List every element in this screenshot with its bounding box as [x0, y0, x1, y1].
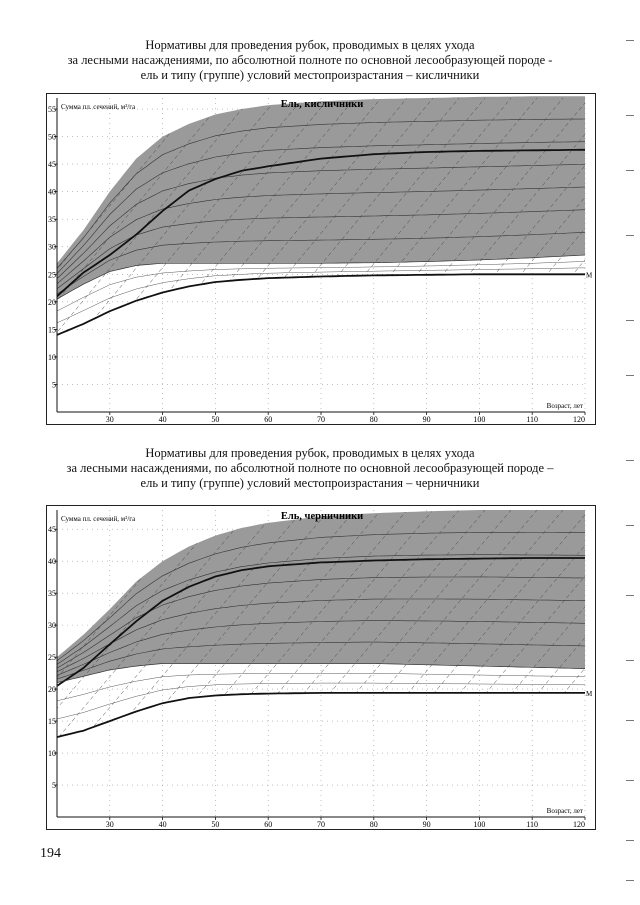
y-tick-label: 25 — [48, 270, 56, 280]
x-tick-label: 40 — [158, 820, 167, 829]
y-tick-label: 45 — [48, 525, 56, 535]
y-tick-label: 25 — [48, 653, 56, 663]
heading-1-line-2: за лесными насаждениями, по абсолютной полноте по основной лесообразующей породе - — [67, 53, 553, 67]
x-tick-label: 50 — [211, 415, 220, 424]
y-tick-label: 5 — [52, 380, 56, 390]
x-tick-label: 110 — [526, 415, 539, 424]
y-tick-label: 15 — [48, 717, 56, 727]
chart-kislichniki — [46, 93, 596, 425]
x-tick-label: 70 — [317, 415, 325, 424]
x-axis-label: Возраст, лет — [546, 807, 583, 815]
y-tick-label: 30 — [48, 621, 56, 631]
y-tick-label: 30 — [48, 242, 56, 252]
family-curve-lower — [57, 673, 585, 701]
min-curve-marker: M — [586, 689, 593, 698]
y-tick-label: 35 — [48, 589, 56, 599]
y-tick-label: 35 — [48, 215, 56, 225]
hatch-line — [589, 98, 595, 412]
y-tick-label: 5 — [52, 781, 56, 791]
x-tick-label: 100 — [473, 415, 486, 424]
y-tick-label: 40 — [48, 187, 56, 197]
y-tick-label: 10 — [48, 749, 56, 759]
x-tick-label: 30 — [105, 820, 114, 829]
chart-kislichniki-svg — [47, 94, 595, 424]
y-tick-label: 45 — [48, 160, 56, 170]
x-tick-label: 80 — [369, 415, 378, 424]
min-curve-marker: M — [586, 271, 593, 280]
chart-title: Ель, черничники — [280, 511, 364, 522]
chart-chernichniki-svg — [47, 506, 595, 829]
y-tick-label: 10 — [48, 352, 56, 362]
chart-title: Ель, кисличники — [280, 99, 364, 110]
hatch-line — [589, 510, 595, 817]
y-tick-label: 20 — [48, 297, 56, 307]
family-curve-lower — [57, 683, 585, 719]
margin-scan-marks — [622, 20, 634, 880]
x-tick-label: 60 — [264, 415, 273, 424]
y-tick-label: 15 — [48, 325, 56, 335]
x-tick-label: 50 — [211, 820, 220, 829]
y-axis-label: Сумма пл. сечений, м²/га — [61, 515, 136, 523]
heading-2-line-1: Нормативы для проведения рубок, проводимых в целях ухода — [145, 446, 475, 460]
x-tick-label: 100 — [473, 820, 486, 829]
heading-2-line-3: ель и типу (группе) условий местопроизрастания – черничники — [140, 476, 480, 490]
y-tick-label: 20 — [48, 685, 56, 695]
chart-heading-2 — [40, 446, 580, 491]
x-tick-label: 120 — [573, 415, 585, 424]
x-tick-label: 110 — [526, 820, 539, 829]
y-axis-label: Сумма пл. сечений, м²/га — [61, 103, 136, 111]
x-tick-label: 70 — [317, 820, 325, 829]
x-tick-label: 90 — [422, 415, 431, 424]
x-tick-label: 80 — [369, 820, 378, 829]
x-tick-label: 30 — [105, 415, 114, 424]
y-tick-label: 40 — [48, 557, 56, 567]
x-tick-label: 60 — [264, 820, 273, 829]
chart-heading-1 — [40, 38, 580, 83]
y-tick-label: 55 — [48, 105, 56, 115]
y-tick-label: 50 — [48, 132, 56, 142]
x-tick-label: 90 — [422, 820, 431, 829]
x-axis-label: Возраст, лет — [546, 402, 583, 410]
page-number: 194 — [40, 846, 61, 861]
x-tick-label: 40 — [158, 415, 167, 424]
heading-1-line-3: ель и типу (группе) условий местопроизрастания – кисличники — [140, 68, 480, 82]
chart-chernichniki — [46, 505, 596, 830]
heading-1-line-1: Нормативы для проведения рубок, проводимых в целях ухода — [145, 38, 475, 52]
heading-2-line-2: за лесными насаждениями, по абсолютной полноте по основной лесообразующей породе – — [66, 461, 554, 475]
x-tick-label: 120 — [573, 820, 585, 829]
